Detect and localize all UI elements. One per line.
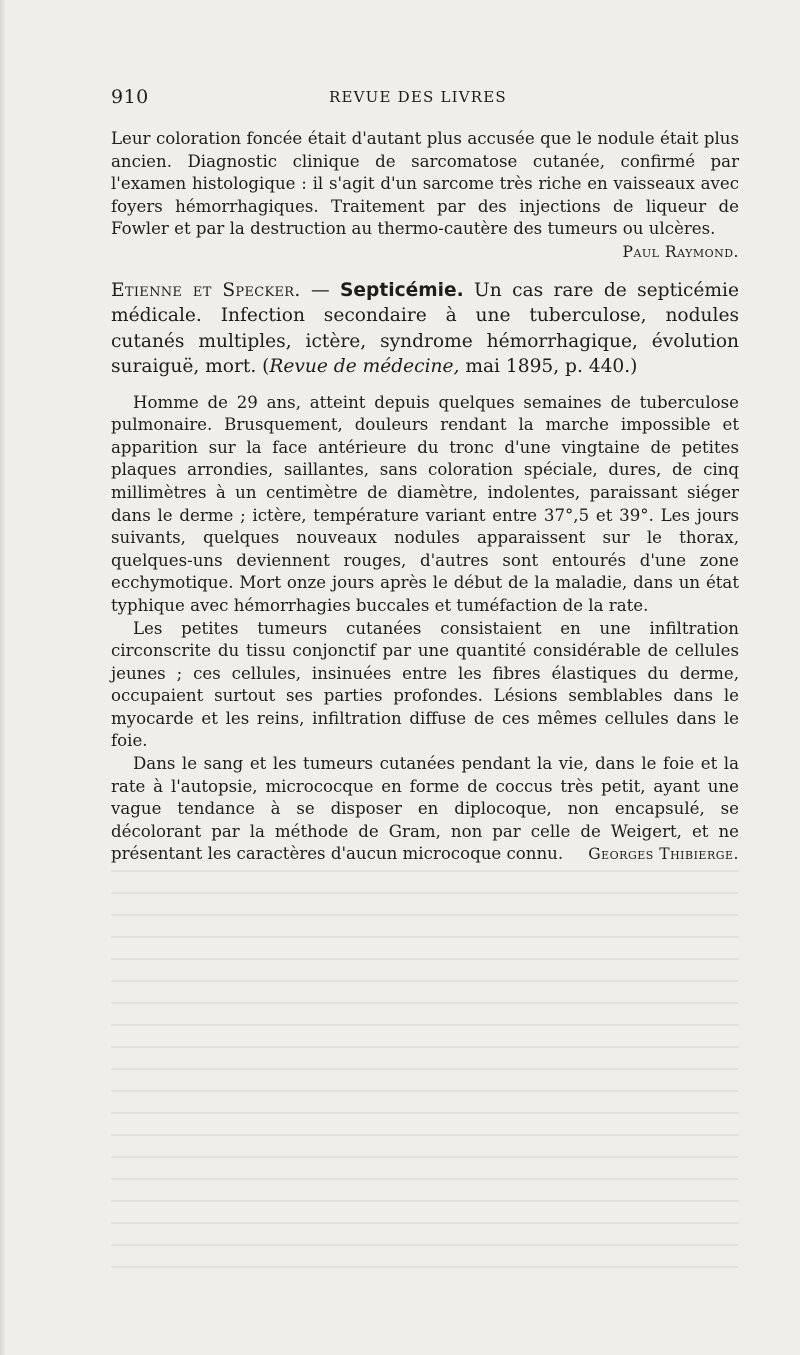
title-dash: —: [300, 279, 341, 301]
article-authors: Etienne et Specker.: [111, 279, 301, 301]
page-body: [111, 128, 739, 866]
article-paragraph-2: Les petites tumeurs cutanées consistaient en une infiltration circonscrite du tissu conjonctif par une quantité considérable de cellules jeunes ; ces cellules, insinuées entre les fibres élastiques du derme, occupaient surtout ses parties profondes. Lésions semblables dans le myocarde et les reins, infiltration diffuse de ces mêmes cellules dans le foie.: [111, 618, 739, 751]
show-through-texture: [111, 870, 739, 1270]
previous-review-text: Leur coloration foncée était d'autant plus accusée que le nodule était plus ancien. Diagnostic clinique de sarcomatose cutanée, confirmé par l'examen histologique : il s'agit d'un sarcome très riche en vaisseaux avec foyers hémorrhagiques. Traitement par des injections de liqueur de Fowler et par la destruction au thermo-cautère des tumeurs ou ulcères.: [111, 129, 739, 239]
article-heading: Septicémie.: [340, 279, 464, 301]
article-citation: mai 1895, p. 440.): [459, 356, 638, 378]
journal-name: Revue de médecine,: [269, 356, 460, 378]
article-title: [111, 278, 739, 380]
article-paragraph-3: [111, 753, 739, 866]
article-signature: Georges Thibierge.: [588, 845, 739, 864]
previous-review-signature: Paul Raymond.: [622, 242, 739, 261]
article-paragraph-1: Homme de 29 ans, atteint depuis quelques semaines de tuberculose pulmonaire. Brusquement, douleurs rendant la marche impossible et apparition sur la face antérieure du tronc d'une vingtaine de petites plaques arrondies, saillantes, sans coloration spéciale, dures, de cinq millimètres à un centimètre de diamètre, indolentes, paraissant siéger dans le derme ; ictère, température variant entre 37°,5 et 39°. Les jours suivants, quelques nouveaux nodules apparaissent sur le thorax, quelques-uns deviennent rouges, d'autres sont entourés d'une zone ecchymotique. Mort onze jours après le début de la maladie, dans un état typhique avec hémorrhagies buccales et tuméfaction de la rate.: [111, 392, 739, 615]
page-number: 910: [111, 86, 149, 108]
article-paragraph-3-text: Dans le sang et les tumeurs cutanées pendant la vie, dans le foie et la rate à l'autopsie, micrococque en forme de coccus très petit, ayant une vague tendance à se disposer en diplocoque, non encapsulé, se décolorant par la méthode de Gram, non par celle de Weigert, et ne présentant les caractères d'aucun microcoque connu.: [111, 754, 739, 864]
article-summary: Un cas rare de septicémie médicale. Infection secondaire à une tuberculose, nodules cutanés multiples, ictère, syndrome hémorrhagique, évolution suraiguë, mort. (: [111, 279, 739, 378]
page-header: [111, 86, 739, 114]
page-edge-shadow: [0, 0, 6, 1355]
running-title: REVUE DES LIVRES: [329, 88, 507, 106]
